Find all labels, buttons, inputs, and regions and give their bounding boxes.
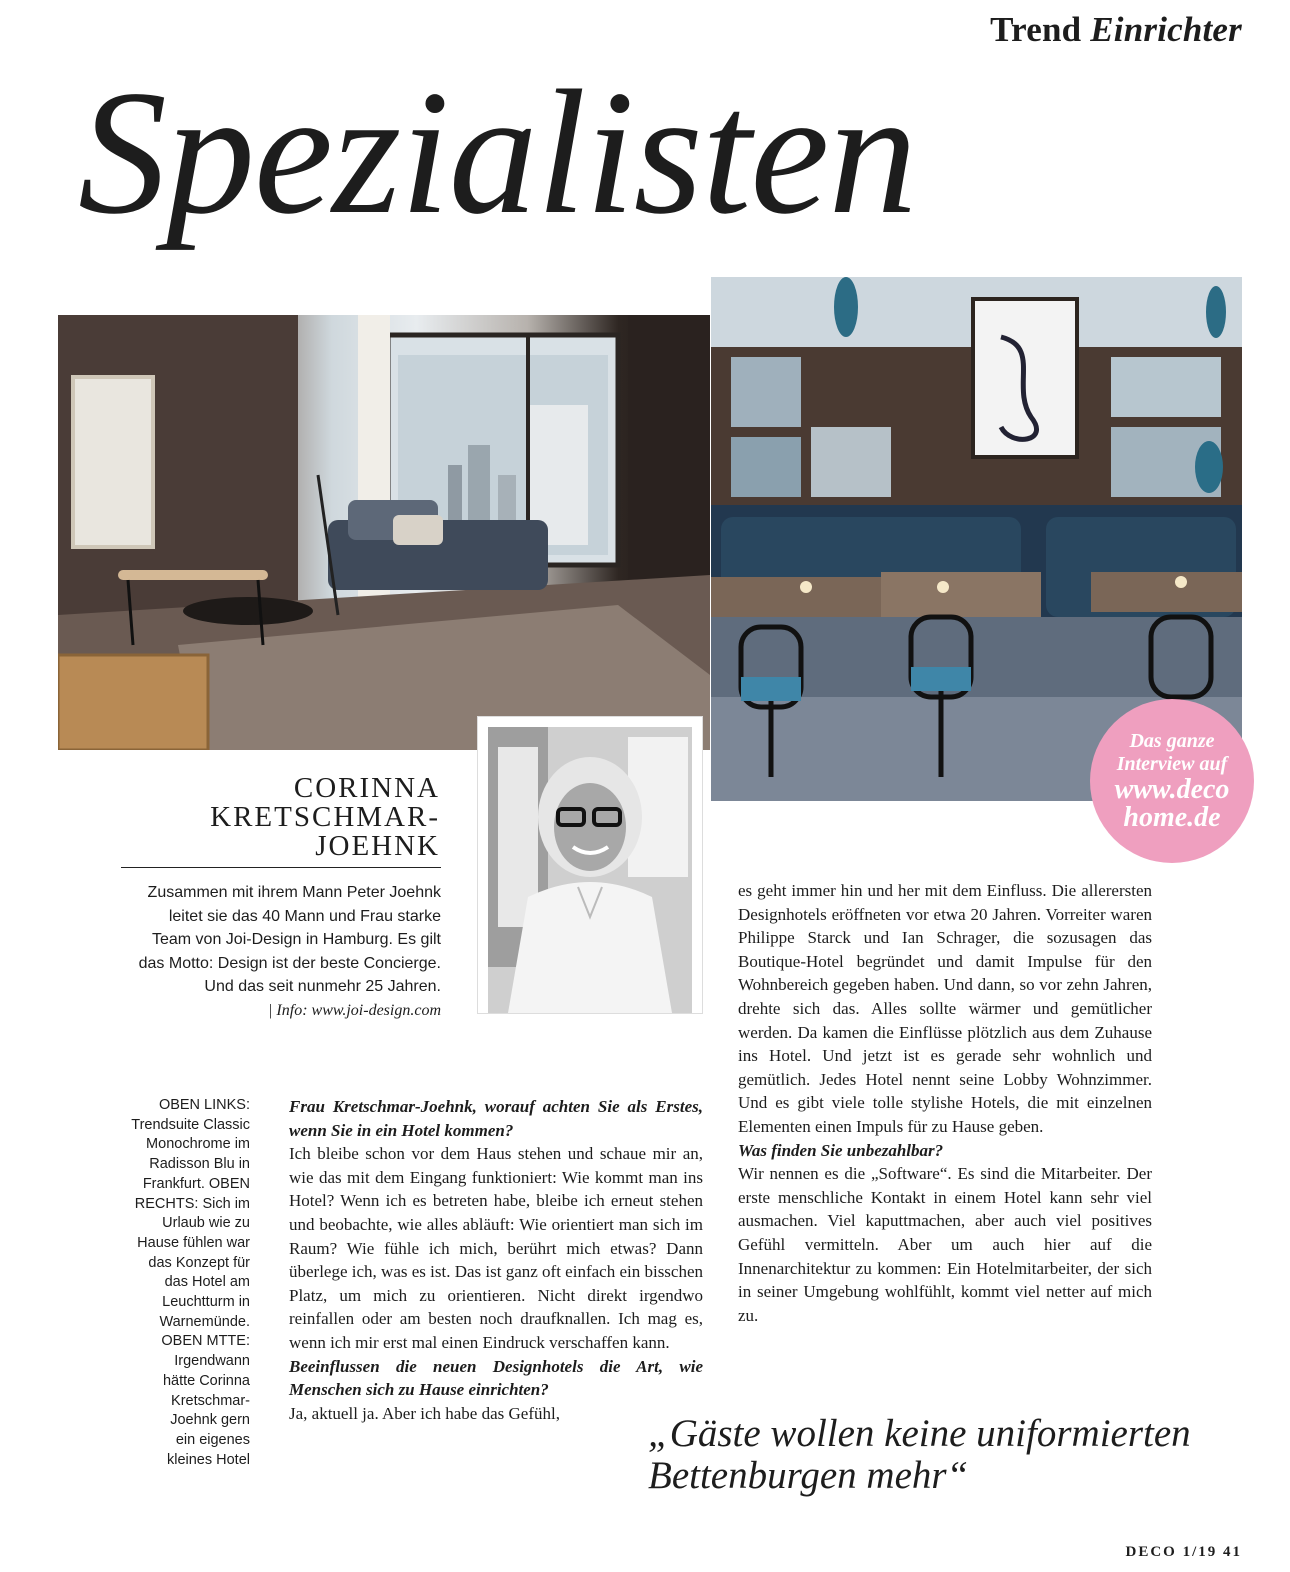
caption-line: Trendsuite Classic xyxy=(131,1116,250,1133)
caption-line: OBEN MTTE: xyxy=(161,1333,250,1350)
bio-line: leitet sie das 40 Mann und Frau starke xyxy=(168,907,441,925)
caption-line: Joehnk gern xyxy=(170,1412,250,1429)
caption-line: Frankfurt. OBEN xyxy=(142,1175,250,1192)
profile-name-line: KRETSCHMAR- xyxy=(210,801,440,833)
page-number: 41 xyxy=(1223,1544,1242,1560)
bio-line: Zusammen mit ihrem Mann Peter Joehnk xyxy=(147,884,441,901)
caption-line: kleines Hotel xyxy=(166,1451,250,1468)
profile-name xyxy=(210,774,440,861)
section-label-main: Trend xyxy=(990,10,1082,49)
interview-answer: Wir nennen es die „Software“. Es sind die Mitarbeiter. Der erste menschliche Kontakt in einem Hotel kann sehr viel ausmachen. Viel kaputtmachen, aber auch viel positives Gefühl vermitteln. Aber um auch hier auf die Innenarchitektur zu kommen: Ein Hotelmitarbeiter, der sich in seiner Umgebung wohlfühlt, kommt viel netter auf mich zu. xyxy=(738,1164,1152,1325)
pull-quote xyxy=(648,1413,1191,1497)
caption-line: das Konzept für xyxy=(148,1254,250,1271)
interview-answer: Ja, aktuell ja. Aber ich habe das Gefühl, xyxy=(289,1403,560,1423)
bio-line: das Motto: Design ist der beste Concierge. xyxy=(138,954,441,972)
bio-line: Team von Joi-Design in Hamburg. Es gilt xyxy=(151,931,441,948)
photo-portrait xyxy=(477,716,703,1014)
caption-line: Radisson Blu in xyxy=(149,1156,250,1173)
interview-question: Beeinflussen die neuen Designhotels die Art, wie Menschen sich zu Hause einrichten? xyxy=(289,1356,703,1400)
profile-name-line: CORINNA xyxy=(293,772,440,804)
pull-quote-line: „Gäste wollen keine uniformierten xyxy=(648,1412,1191,1455)
promo-badge xyxy=(1090,699,1254,863)
interview-answer: Ich bleibe schon vor dem Haus stehen und schaue mir an, wie das mit dem Eingang funktioniert: Wie kommt man ins Hotel? Wenn ich es betreten habe, bleibe ich erneut stehen und beobachte, wie alles abläuft: Wie orientiert man sich im Raum? Wie fühle ich mich, berührt mich etwas? Dann überlege ich, was es ist. Das ist ganz oft einfach ein bisschen Platz, um mich zu orientieren. Nicht direkt irgendwo reinfallen oder am besten noch draufknallen. Ich mag es, wenn ich mir erst mal einen Eindruck verschaffen kann. xyxy=(289,1144,704,1352)
headline: Spezialisten xyxy=(78,53,917,251)
interview-question: Was finden Sie unbezahlbar? xyxy=(738,1140,944,1160)
caption-line: das Hotel am xyxy=(164,1274,250,1291)
info-link[interactable]: | Info: www.joi-design.com xyxy=(268,1001,441,1019)
promo-url-line-1[interactable]: www.deco xyxy=(1114,774,1230,805)
caption-line: Hause fühlen war xyxy=(137,1234,250,1251)
section-label xyxy=(990,10,1242,50)
bio-line: Und das seit nunmehr 25 Jahren. xyxy=(204,978,441,995)
article-column-left xyxy=(289,1095,703,1425)
caption-line: Kretschmar- xyxy=(171,1392,250,1409)
divider xyxy=(121,867,441,868)
caption-line: hätte Corinna xyxy=(162,1372,250,1389)
caption-line: Urlaub wie zu xyxy=(162,1215,250,1232)
magazine-issue: DECO 1/19 xyxy=(1125,1544,1218,1560)
interview-question: Frau Kretschmar-Joehnk, worauf achten Sie als Erstes, wenn Sie in ein Hotel kommen? xyxy=(289,1097,703,1140)
folio xyxy=(1125,1544,1242,1561)
promo-line-2: Interview auf xyxy=(1116,753,1228,775)
caption-line: RECHTS: Sich im xyxy=(134,1195,250,1212)
photo-hotel-suite xyxy=(58,315,710,750)
caption-line: Monochrome im xyxy=(146,1136,250,1153)
caption-line: ein eigenes xyxy=(175,1431,250,1448)
photo-caption xyxy=(110,1096,250,1470)
caption-line: Leuchtturm in xyxy=(162,1294,250,1311)
caption-line: Irgendwann xyxy=(174,1353,250,1370)
interview-answer: es geht immer hin und her mit dem Einfluss. Die allerersten Designhotels eröffneten vor etwa 20 Jahren. Vorreiter waren Philippe Starck und Ian Schrager, die sozusagen das Boutique-Hotel begründet und damit Impulse für den Wohnbereich gegeben haben. Und dann, so vor zehn Jahren, drehte sich das. Alles sollte wärmer und gemütlicher werden. Da kamen die Einflüsse plötzlich aus dem Zuhause ins Hotel. Und jetzt ist es gerade sehr wohnlich und gemütlich. Jedes Hotel nennt seine Lobby Wohnzimmer. Und es gibt viele tolle stylishe Hotels, die mit einzelnen Elementen einen Impuls für zu Hause geben. xyxy=(738,881,1152,1136)
pull-quote-line: Bettenburgen mehr“ xyxy=(648,1454,969,1497)
promo-line-1: Das ganze xyxy=(1129,730,1215,752)
profile-name-line: JOEHNK xyxy=(315,830,440,862)
promo-url-line-2[interactable]: home.de xyxy=(1123,802,1221,833)
profile-bio xyxy=(101,881,441,1022)
caption-line: Warnemünde. xyxy=(159,1313,250,1330)
caption-line: OBEN LINKS: xyxy=(158,1097,250,1113)
article-column-right xyxy=(738,879,1152,1327)
section-label-sub: Einrichter xyxy=(1090,10,1242,49)
